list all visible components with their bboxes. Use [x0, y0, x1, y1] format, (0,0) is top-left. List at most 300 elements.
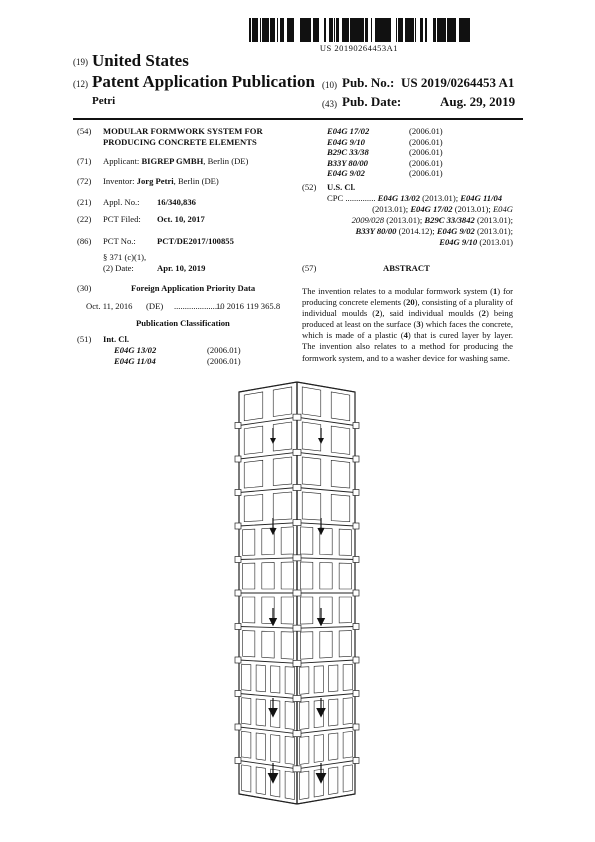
classification-table: [327, 126, 443, 179]
barcode-bar: [257, 18, 258, 42]
int-cl-year: (2006.01): [207, 355, 241, 366]
cpc-class: E04G 17/02: [410, 204, 453, 214]
barcode-bar: [450, 18, 452, 42]
barcode-bar: [266, 18, 269, 42]
direction-arrow-head: [316, 773, 327, 784]
barcode-bar: [459, 18, 461, 42]
clip: [293, 590, 301, 596]
cpc-class: E04G 13/02: [377, 193, 420, 203]
barcode-bar: [325, 18, 326, 42]
barcode-bar: [338, 18, 339, 42]
mould-cell: [314, 735, 323, 763]
classification-code: B29C 33/38: [327, 147, 369, 158]
abstract-ref: 20: [406, 297, 415, 308]
abstract-ref: 2: [375, 308, 380, 319]
mould-cell: [262, 631, 274, 658]
applicant-location: , Berlin (DE): [203, 156, 249, 166]
cpc-line-2: [372, 204, 513, 214]
label-43: (43): [322, 99, 337, 109]
classification-year: (2006.01): [409, 126, 443, 137]
barcode-bar: [313, 18, 315, 42]
barcode-bar: [351, 18, 354, 42]
header-rule: [73, 118, 523, 120]
classification-row: [327, 147, 443, 158]
foreign-number: 10 2016 119 365.8: [216, 301, 281, 311]
barcode-bar: [455, 18, 456, 42]
pub-date-label: Pub. Date:: [342, 94, 402, 109]
pub-date: Aug. 29, 2019: [440, 94, 516, 109]
mould-cell: [302, 457, 321, 486]
barcode-bar: [330, 18, 331, 42]
int-cl-year: (2006.01): [207, 345, 241, 356]
clip: [353, 557, 359, 563]
mould-cell: [262, 562, 274, 589]
mould-cell: [242, 529, 254, 555]
label-10: (10): [322, 80, 337, 90]
mould-cell: [271, 735, 280, 763]
int-cl-class: E04G 11/04: [114, 355, 156, 366]
clip: [353, 590, 359, 596]
clip: [235, 423, 241, 429]
classification-row: [327, 158, 443, 169]
barcode-bar: [439, 18, 442, 42]
clip: [353, 657, 359, 663]
mould-cell: [256, 733, 265, 760]
barcode-bar: [342, 18, 345, 42]
mould-cell: [343, 731, 352, 758]
clip: [235, 724, 241, 730]
clip: [353, 724, 359, 730]
mould-cell: [300, 667, 309, 695]
barcode-bar: [396, 18, 397, 42]
mould-cell: [281, 597, 293, 624]
mould-cell: [285, 701, 294, 729]
mould-cell: [331, 460, 350, 488]
mould-cell: [331, 426, 350, 454]
mould-cell: [329, 665, 338, 692]
clip: [235, 590, 241, 596]
mould-cell: [339, 597, 351, 623]
barcode-bar: [354, 18, 355, 42]
abstract-ref: 4: [403, 330, 408, 341]
barcode-bar: [304, 18, 307, 42]
clip: [235, 624, 241, 630]
mould-cell: [331, 392, 350, 421]
barcode-bar: [425, 18, 426, 42]
mould-cell: [300, 701, 309, 729]
mould-cell: [300, 771, 309, 799]
mould-cell: [302, 492, 321, 520]
label-19: (19): [73, 57, 88, 67]
barcode-bar: [409, 18, 412, 42]
mould-cell: [242, 631, 254, 657]
clip: [293, 520, 301, 526]
barcode-bar: [289, 18, 291, 42]
classification-year: (2006.01): [409, 136, 443, 147]
title-line-2: PRODUCING CONCRETE ELEMENTS: [103, 137, 257, 147]
clip: [235, 456, 241, 462]
cpc-class: B29C 33/3842: [424, 215, 475, 225]
title-code: (54): [77, 126, 92, 136]
barcode-bar: [375, 18, 377, 42]
cpc-label: CPC: [327, 193, 344, 203]
barcode-bar: [355, 18, 358, 42]
classification-code: E04G 17/02: [327, 126, 370, 137]
abstract-fragment: The invention relates to a modular formwork system (: [302, 286, 493, 296]
barcode-bar: [400, 18, 401, 42]
mould-cell: [343, 698, 352, 725]
applicant-label: Applicant:: [103, 156, 140, 166]
barcode-bar: [442, 18, 445, 42]
mould-cell: [339, 529, 351, 555]
mould-cell: [285, 667, 294, 695]
mould-cell: [300, 597, 312, 624]
clip: [235, 758, 241, 764]
s371-line-1: § 371 (c)(1),: [103, 252, 147, 262]
barcode-bar: [302, 18, 303, 42]
barcode-bar: [365, 18, 368, 42]
inventor-short: Petri: [92, 95, 116, 107]
pub-no: US 2019/0264453 A1: [401, 75, 515, 90]
barcode-bar: [345, 18, 346, 42]
mould-cell: [314, 666, 323, 693]
applicant-row: [103, 156, 248, 166]
barcode-bar: [412, 18, 414, 42]
label-12: (12): [73, 79, 88, 89]
abstract-heading: ABSTRACT: [383, 263, 430, 273]
int-cl-table: [114, 345, 241, 366]
barcode-bar: [318, 18, 319, 42]
mould-cell: [242, 563, 254, 589]
cpc-year: (2013.01);: [386, 215, 423, 225]
abstract-text: [302, 286, 513, 364]
title-line-1: MODULAR FORMWORK SYSTEM FOR: [103, 126, 263, 136]
clip: [293, 731, 301, 737]
cpc-class: B33Y 80/00: [355, 226, 397, 236]
clip: [353, 490, 359, 496]
cpc-class: E04G 9/10: [439, 237, 478, 247]
mould-cell: [244, 494, 263, 521]
classification-code: E04G 9/10: [327, 136, 365, 147]
mould-cell: [256, 767, 265, 795]
cpc-year: (2013.01);: [476, 215, 513, 225]
foreign-code: (30): [77, 283, 92, 293]
barcode-bar: [271, 18, 273, 42]
abstract-fragment: ), said individual moulds (: [379, 308, 482, 319]
classification-year: (2006.01): [409, 157, 443, 168]
s371-line-2: (2) Date:: [103, 263, 134, 273]
abstract-code: (57): [302, 263, 317, 273]
mould-cell: [281, 562, 293, 589]
barcode-bar: [287, 18, 288, 42]
cpc-year: (2013.01);: [454, 204, 491, 214]
barcode-bar: [405, 18, 407, 42]
barcode-bar: [452, 18, 454, 42]
direction-arrow-head: [268, 773, 279, 784]
direction-arrow-head: [268, 708, 278, 718]
appl-code: (21): [77, 197, 92, 207]
clip: [293, 766, 301, 772]
clip: [235, 523, 241, 529]
barcode-bar: [390, 18, 391, 42]
barcode-bar: [461, 18, 462, 42]
clip: [293, 485, 301, 491]
mould-cell: [273, 492, 292, 520]
abstract-fragment: ) that is cured layer by layer. The invention also relates to a method for producing the formwork system, and to a washer device for washing same.: [302, 330, 513, 363]
abstract-fragment: ) which faces the concrete, which is made of a plastic (: [302, 319, 514, 341]
mould-cell: [242, 597, 254, 623]
doc-type: Patent Application Publication: [92, 72, 315, 91]
barcode-bar: [398, 18, 400, 42]
barcode-bar: [300, 18, 302, 42]
mould-cell: [320, 631, 332, 658]
barcode-bar: [433, 18, 436, 42]
barcode-bar: [260, 18, 261, 42]
applicant-code: (71): [77, 156, 92, 166]
mould-cell: [256, 699, 265, 726]
us-cl-code: (52): [302, 182, 317, 192]
mould-cell: [273, 422, 292, 451]
country: United States: [92, 51, 189, 70]
barcode-bar: [408, 18, 409, 42]
clip: [353, 758, 359, 764]
barcode-bar: [277, 18, 278, 42]
direction-arrow-head: [318, 438, 324, 444]
mould-cell: [300, 736, 309, 764]
inventor-name: Jorg Petri: [136, 176, 174, 186]
cpc-year: (2013.01);: [422, 193, 459, 203]
barcode-bar: [252, 18, 254, 42]
barcode-bar: [324, 18, 325, 42]
barcode-bar: [420, 18, 422, 42]
barcode-bar: [264, 18, 266, 42]
barcode-bar: [336, 18, 337, 42]
barcode-bar: [329, 18, 330, 42]
mould-cell: [244, 426, 263, 454]
barcode-bar: [358, 18, 361, 42]
cpc-line-4: [355, 226, 513, 236]
barcode-bar: [402, 18, 403, 42]
barcode-bar: [346, 18, 348, 42]
mould-cell: [281, 632, 293, 659]
mould-cell: [339, 563, 351, 589]
barcode-bar: [407, 18, 408, 42]
abstract-fragment: ) for producing concrete elements (: [302, 286, 513, 308]
pct-number: PCT/DE2017/100855: [157, 236, 234, 246]
barcode-bar: [465, 18, 468, 42]
barcode-bar: [445, 18, 446, 42]
mould-cell: [273, 387, 292, 417]
cpc-year: (2014.12);: [398, 226, 435, 236]
barcode-bar: [250, 18, 251, 42]
abstract-ref: 3: [416, 319, 421, 330]
mould-cell: [242, 698, 251, 725]
clip: [353, 624, 359, 630]
classification-row: [327, 137, 443, 148]
int-cl-row: [114, 345, 241, 356]
barcode-bar: [401, 18, 402, 42]
clip: [353, 423, 359, 429]
abstract-ref: 2: [481, 308, 486, 319]
barcode-bar: [288, 18, 289, 42]
barcode-bar: [447, 18, 450, 42]
clip: [293, 414, 301, 420]
pct-filed-label: PCT Filed:: [103, 214, 141, 224]
barcode-bar: [388, 18, 390, 42]
barcode-bar: [307, 18, 309, 42]
int-cl-label: Int. Cl.: [103, 334, 130, 344]
barcode-bar: [282, 18, 283, 42]
pct-filed-code: (22): [77, 214, 92, 224]
barcode-bar: [270, 18, 271, 42]
foreign-country: (DE): [146, 301, 164, 311]
mould-cell: [242, 731, 251, 758]
foreign-heading: Foreign Application Priority Data: [131, 283, 256, 293]
inventor-code: (72): [77, 176, 92, 186]
barcode-bar: [331, 18, 332, 42]
mould-cell: [339, 631, 351, 657]
mould-cell: [300, 632, 312, 659]
barcode-bar: [454, 18, 455, 42]
barcode-bar: [422, 18, 423, 42]
appl-number: 16/340,836: [157, 197, 196, 207]
direction-arrow-head: [269, 618, 277, 626]
barcode-bar: [381, 18, 384, 42]
clip: [353, 456, 359, 462]
direction-arrow-head: [269, 528, 276, 535]
barcode-bar: [337, 18, 338, 42]
inventor-label: Inventor:: [103, 176, 135, 186]
barcode-bar: [291, 18, 292, 42]
pct-no-code: (86): [77, 236, 92, 246]
barcode-bar: [309, 18, 311, 42]
mould-cell: [329, 733, 338, 760]
pct-no-label: PCT No.:: [103, 236, 136, 246]
formwork-column-drawing-icon: [233, 378, 361, 808]
publication-classification-heading: Publication Classification: [136, 318, 230, 328]
pct-filed-date: Oct. 10, 2017: [157, 214, 205, 224]
barcode-bar: [380, 18, 381, 42]
barcode-bar: [350, 18, 351, 42]
barcode-bar: [463, 18, 465, 42]
mould-cell: [331, 494, 350, 521]
barcode-bar: [280, 18, 282, 42]
mould-cell: [302, 387, 321, 417]
us-cl-label: U.S. Cl.: [327, 182, 356, 192]
barcode-bar: [415, 18, 416, 42]
mould-cell: [329, 767, 338, 795]
barcode-number: US 20190264453A1: [319, 43, 399, 53]
clip: [235, 557, 241, 563]
int-cl-row: [114, 356, 241, 367]
mould-cell: [320, 562, 332, 589]
barcode-bar: [254, 18, 257, 42]
direction-arrow-head: [317, 528, 324, 535]
abstract-ref: 1: [493, 286, 498, 296]
cpc-year: (2013.01);: [372, 204, 409, 214]
barcode-bar: [386, 18, 388, 42]
cpc-year: (2013.01);: [476, 226, 513, 236]
cpc-line-5: [439, 237, 513, 247]
barcode-bar: [469, 18, 470, 42]
mould-cell: [271, 666, 280, 693]
clip: [353, 691, 359, 697]
barcode-bar: [283, 18, 284, 42]
mould-cell: [300, 527, 312, 554]
barcode-bar: [348, 18, 349, 42]
foreign-dots: ......................: [174, 301, 222, 311]
barcode-bar: [361, 18, 364, 42]
barcode-bar: [377, 18, 380, 42]
cpc-class: E04G 9/02: [436, 226, 475, 236]
barcode-bar: [303, 18, 304, 42]
barcode-bar: [249, 18, 250, 42]
mould-cell: [285, 736, 294, 764]
classification-code: B33Y 80/00: [327, 157, 368, 168]
mould-cell: [256, 665, 265, 692]
mould-cell: [244, 392, 263, 421]
abstract-fragment: ) being produced at least on the surface (: [302, 308, 514, 330]
int-cl-code: (51): [77, 334, 92, 344]
pub-no-label: Pub. No.:: [342, 75, 395, 90]
classification-row: [327, 126, 443, 137]
inventor-location: , Berlin (DE): [173, 176, 219, 186]
mould-cell: [273, 457, 292, 486]
cpc-line-3: [352, 215, 513, 225]
classification-year: (2006.01): [409, 168, 443, 179]
barcode-bar: [371, 18, 372, 42]
inventor-row: [103, 176, 219, 186]
clip: [235, 490, 241, 496]
int-cl-class: E04G 13/02: [114, 345, 157, 356]
mould-cell: [343, 664, 352, 690]
cpc-year: (2013.01): [479, 237, 513, 247]
cpc-dots: ..............: [345, 193, 376, 203]
classification-year: (2006.01): [409, 147, 443, 158]
clip: [293, 555, 301, 561]
clip: [293, 660, 301, 666]
direction-arrow-head: [270, 438, 276, 444]
clip: [235, 691, 241, 697]
barcode-bar: [315, 18, 318, 42]
barcode-bar: [437, 18, 439, 42]
classification-row: [327, 168, 443, 179]
barcode-bar: [426, 18, 427, 42]
mould-cell: [244, 460, 263, 488]
mould-cell: [281, 527, 293, 554]
direction-arrow-head: [317, 618, 325, 626]
mould-cell: [302, 422, 321, 451]
appl-label: Appl. No.:: [103, 197, 140, 207]
barcode-bar: [468, 18, 469, 42]
cpc-class: 2009/028: [351, 215, 385, 225]
mould-cell: [242, 765, 251, 792]
s371-date: Apr. 10, 2019: [157, 263, 206, 273]
barcode-bar: [262, 18, 264, 42]
mould-cell: [343, 765, 352, 792]
cpc-class: E04G: [492, 204, 513, 214]
barcode-bar: [384, 18, 386, 42]
direction-arrow-head: [316, 708, 326, 718]
cpc-class: E04G 11/04: [460, 193, 503, 203]
clip: [293, 625, 301, 631]
barcode-bar: [273, 18, 275, 42]
barcode-bar: [462, 18, 463, 42]
clip: [293, 696, 301, 702]
abstract-fragment: ), consisting of a plurality of individual moulds (: [302, 297, 513, 319]
clip: [235, 657, 241, 663]
clip: [353, 523, 359, 529]
